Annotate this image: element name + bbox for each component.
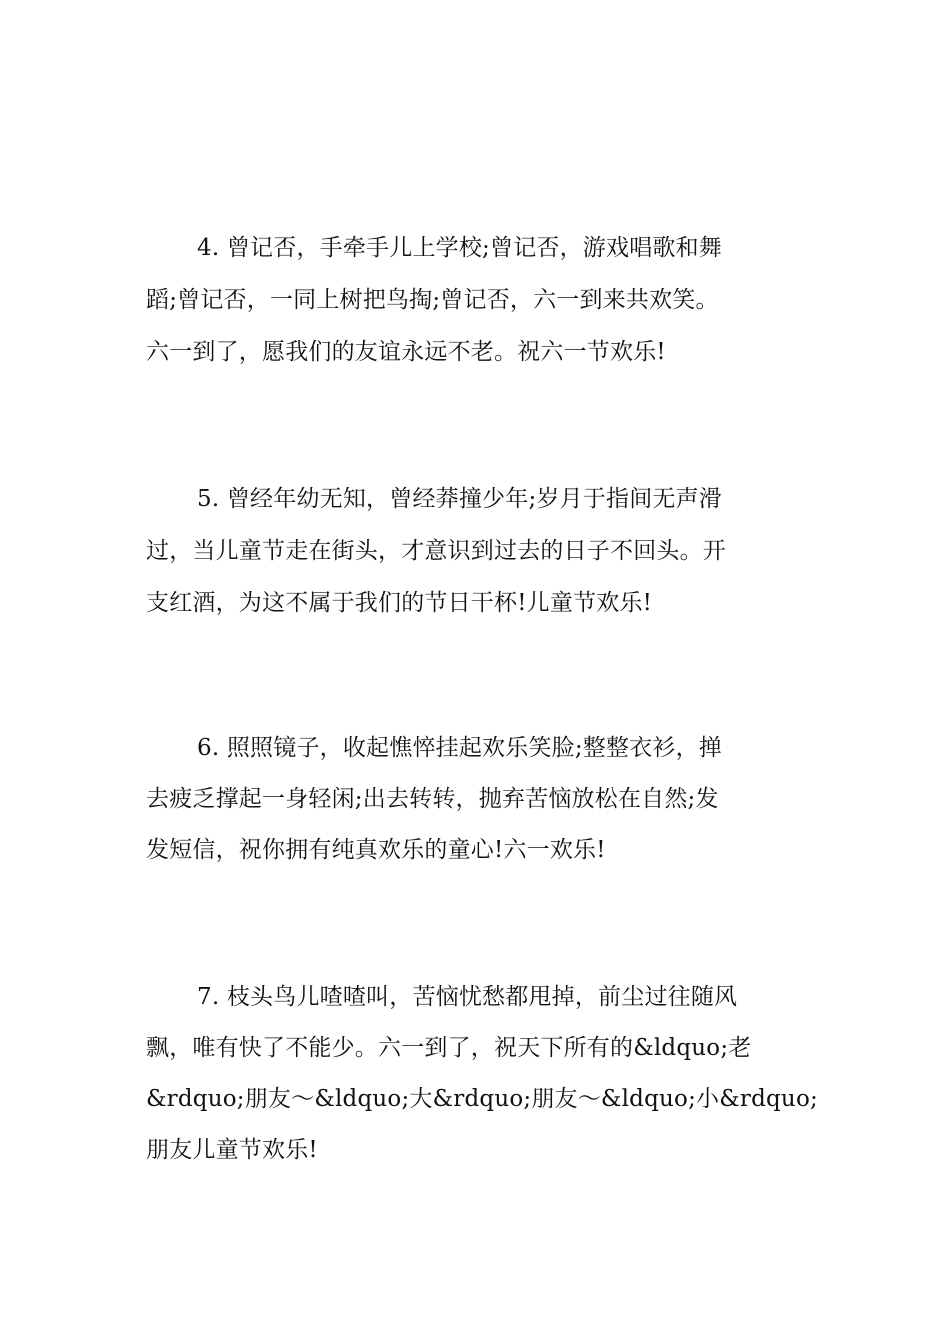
paragraph-5-line-1: 5. 曾经年幼无知，曾经莽撞少年;岁月于指间无声滑 (197, 486, 723, 512)
paragraph-7-line-1: 7. 枝头鸟儿喳喳叫，苦恼忧愁都甩掉，前尘过往随风 (197, 984, 738, 1010)
paragraph-7-line-3: &rdquo;朋友～&ldquo;大&rdquo;朋友～&ldquo;小&rdquo; (146, 1086, 818, 1112)
paragraph-6-line-2: 去疲乏撑起一身轻闲;出去转转，抛弃苦恼放松在自然;发 (146, 786, 719, 812)
paragraph-6-line-1: 6. 照照镜子，收起憔悴挂起欢乐笑脸;整整衣衫，掸 (197, 735, 723, 761)
paragraph-4-line-3: 六一到了，愿我们的友谊永远不老。祝六一节欢乐! (146, 339, 666, 365)
paragraph-4-line-2: 蹈;曾记否，一同上树把鸟掏;曾记否，六一到来共欢笑。 (146, 287, 719, 313)
paragraph-5-line-3: 支红酒，为这不属于我们的节日干杯!儿童节欢乐! (146, 590, 653, 616)
paragraph-6-line-3: 发短信，祝你拥有纯真欢乐的童心!六一欢乐! (146, 837, 606, 863)
paragraph-7-line-4: 朋友儿童节欢乐! (146, 1137, 318, 1163)
paragraph-5-line-2: 过，当儿童节走在街头，才意识到过去的日子不回头。开 (146, 538, 726, 564)
paragraph-4-line-1: 4. 曾记否，手牵手儿上学校;曾记否，游戏唱歌和舞 (197, 235, 723, 261)
paragraph-7-line-2: 飘，唯有快了不能少。六一到了，祝天下所有的&ldquo;老 (146, 1035, 752, 1061)
